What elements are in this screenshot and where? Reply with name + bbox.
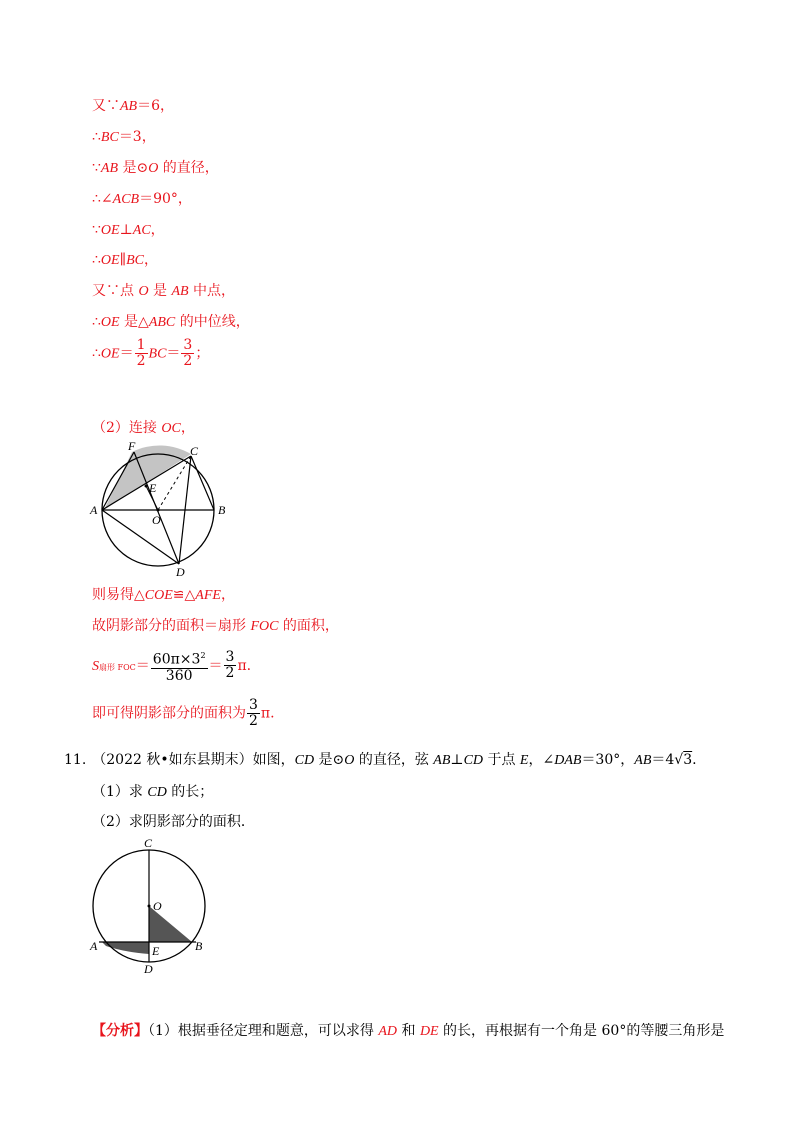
conclusion-line-3 xyxy=(92,648,251,684)
numerator: 1 xyxy=(136,337,146,353)
text: ，∠ xyxy=(528,752,555,768)
text: 是 xyxy=(148,283,172,299)
point-o xyxy=(157,509,160,512)
text: ∴ xyxy=(92,314,101,330)
text: ∥ xyxy=(119,252,127,268)
var: OE xyxy=(100,223,120,238)
var: ACB xyxy=(112,192,140,207)
text: 中点， xyxy=(188,283,236,299)
text: 故阴影部分的面积＝扇形 xyxy=(92,618,251,634)
numerator: 3 xyxy=(225,649,235,666)
var: CD xyxy=(463,753,484,768)
text: 则易得△ xyxy=(92,587,145,603)
analysis-tag: 【分析】 xyxy=(92,1023,148,1039)
text: 是⊙ xyxy=(118,160,149,176)
var: BC xyxy=(100,130,119,145)
label-d: D xyxy=(176,565,185,579)
question-11 xyxy=(64,750,697,771)
label-e: E xyxy=(152,944,160,958)
text: 是△ xyxy=(119,314,149,330)
label-c: C xyxy=(190,444,199,458)
text: （2）求阴影部分的面积． xyxy=(92,814,255,830)
text: ， xyxy=(180,420,195,436)
label-c: C xyxy=(144,836,153,850)
text: （2）连接 xyxy=(92,420,162,436)
label-a: A xyxy=(90,939,98,953)
var: CD xyxy=(147,785,167,800)
point-e xyxy=(145,485,148,488)
part2-heading xyxy=(92,418,195,439)
denominator: 2 xyxy=(183,353,193,369)
fraction xyxy=(135,338,148,369)
text: ＝ xyxy=(119,345,134,362)
var: O xyxy=(138,284,149,299)
text: ∴ xyxy=(92,129,101,145)
denominator: 2 xyxy=(249,713,258,729)
var: AFE xyxy=(195,588,221,603)
var: OE xyxy=(100,315,120,330)
text: 又∵点 xyxy=(92,283,139,299)
text: ∵ xyxy=(92,160,101,176)
point-o xyxy=(148,905,151,908)
text: ∴∠ xyxy=(92,191,113,207)
text: ＝3， xyxy=(118,129,156,145)
fraction xyxy=(247,698,260,729)
text: ， xyxy=(150,222,165,238)
label-d: D xyxy=(144,962,153,976)
sol-line-9 xyxy=(92,338,209,369)
var: AD xyxy=(378,1024,398,1039)
text: ∴ xyxy=(92,345,101,362)
var: E xyxy=(519,753,529,768)
question-number: 11. xyxy=(64,752,87,768)
label-b: B xyxy=(218,503,226,517)
text: ； xyxy=(195,345,210,362)
text: ＝30°， xyxy=(581,752,635,768)
text: ∴ xyxy=(92,252,101,268)
superscript: 2 xyxy=(200,651,206,660)
text: ⊥ xyxy=(450,752,464,768)
var: DE xyxy=(419,1024,439,1039)
label-b: B xyxy=(195,939,203,953)
radicand: 3 xyxy=(683,752,693,768)
text: （2022 秋•如东县期末）如图， xyxy=(92,752,295,768)
var: AB xyxy=(100,161,119,176)
text: 的面积， xyxy=(278,618,339,634)
figure-circle-foc xyxy=(88,440,238,580)
var: AB xyxy=(433,753,451,768)
text: π. xyxy=(260,705,275,722)
fraction xyxy=(181,338,194,369)
var: S xyxy=(92,658,99,674)
label-a: A xyxy=(90,503,98,517)
text: ＝ xyxy=(208,657,223,674)
sqrt-sign: √ xyxy=(674,752,684,768)
q11-sub-1 xyxy=(92,782,213,803)
var: ABC xyxy=(148,315,176,330)
sol-line-3 xyxy=(92,158,219,179)
var: AB xyxy=(120,99,138,114)
sol-line-5 xyxy=(92,220,165,241)
denominator: 360 xyxy=(165,667,193,684)
conclusion-line-2 xyxy=(92,616,339,637)
numerator: 3 xyxy=(183,337,193,353)
text: ＝ xyxy=(135,657,150,674)
numerator xyxy=(151,648,208,669)
analysis-line xyxy=(92,1021,724,1042)
var: BC xyxy=(148,346,167,362)
text: 的直径，弦 xyxy=(354,752,434,768)
numerator-text: 60π×3 xyxy=(152,651,201,668)
denominator: 2 xyxy=(136,353,146,369)
var: FOC xyxy=(250,619,279,634)
var: AB xyxy=(634,753,652,768)
text: 的中位线， xyxy=(175,314,250,330)
text: ≌△ xyxy=(172,587,196,603)
denominator: 2 xyxy=(225,665,235,682)
numerator: 3 xyxy=(249,697,258,713)
sol-line-7 xyxy=(92,281,235,302)
text: . xyxy=(692,752,697,768)
subscript: 扇形 FOC xyxy=(99,662,136,672)
text: π. xyxy=(237,657,252,674)
text: ⊥ xyxy=(119,222,133,238)
text: 的长，再根据有一个角是 60°的等腰三角形是 xyxy=(438,1023,725,1039)
text: ， xyxy=(143,252,158,268)
figure-circle-q11 xyxy=(88,836,218,981)
text: 即可得阴影部分的面积为 xyxy=(92,705,246,722)
text: 的直径， xyxy=(158,160,219,176)
var: AC xyxy=(132,223,151,238)
text: （1）求 xyxy=(92,784,148,800)
text: ＝ xyxy=(166,345,181,362)
conclusion-line-4 xyxy=(92,698,275,729)
label-o: O xyxy=(153,899,162,913)
var: OC xyxy=(161,421,181,436)
text: 的长； xyxy=(166,784,214,800)
label-f: F xyxy=(128,440,136,453)
text: ＝6， xyxy=(137,98,175,114)
var: AB xyxy=(171,284,189,299)
fraction xyxy=(151,648,208,684)
text: （1）根据垂径定理和题意，可以求得 xyxy=(148,1023,379,1039)
segment-cb xyxy=(191,456,214,510)
var: DAB xyxy=(554,753,582,768)
fraction xyxy=(224,650,237,681)
sol-line-2 xyxy=(92,127,156,148)
var: O xyxy=(148,161,159,176)
var: COE xyxy=(144,588,173,603)
text: ＝90°， xyxy=(139,191,192,207)
sol-line-4 xyxy=(92,189,192,210)
var: BC xyxy=(126,253,144,268)
sol-line-8 xyxy=(92,312,250,333)
label-e: E xyxy=(149,481,157,495)
var: OE xyxy=(100,253,120,268)
label-o: O xyxy=(152,513,161,527)
text: 于点 xyxy=(483,752,520,768)
text: ， xyxy=(220,587,235,603)
var: O xyxy=(344,753,355,768)
text: ∵ xyxy=(92,222,101,238)
segment-ad xyxy=(102,510,179,564)
text: 和 xyxy=(397,1023,420,1039)
sol-line-6 xyxy=(92,250,158,271)
shaded-region-left xyxy=(102,942,149,954)
text: ＝4 xyxy=(651,752,675,768)
conclusion-line-1 xyxy=(92,585,235,606)
q11-sub-2 xyxy=(92,812,255,832)
var: OE xyxy=(100,346,120,362)
var: CD xyxy=(294,753,315,768)
text: 是⊙ xyxy=(314,752,345,768)
text: 又∵ xyxy=(92,98,120,114)
sol-line-1 xyxy=(92,96,174,117)
